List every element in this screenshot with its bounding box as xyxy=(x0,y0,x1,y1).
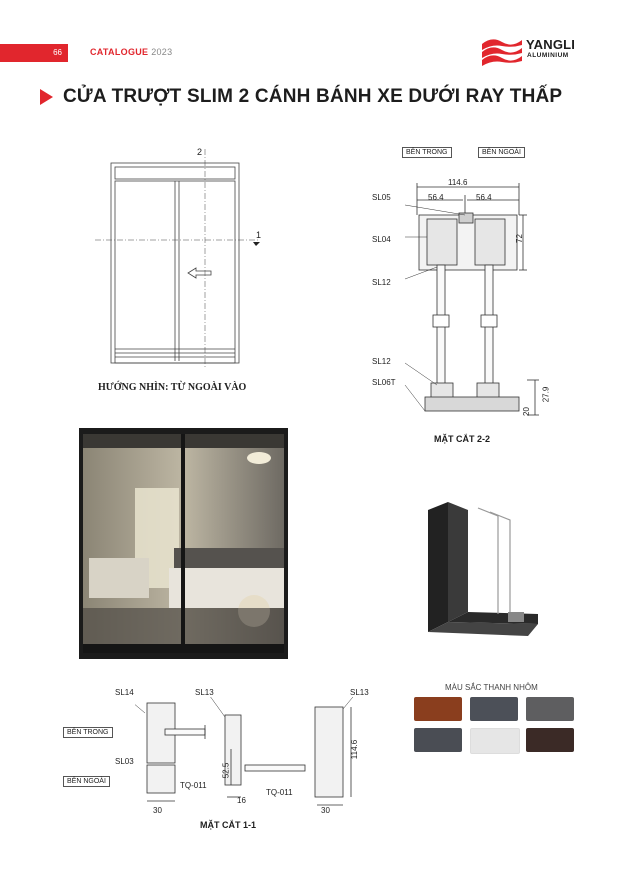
section11-caption: MẶT CẮT 1-1 xyxy=(200,820,256,830)
part-sl05: SL05 xyxy=(372,193,391,202)
yangli-logo-icon xyxy=(480,36,524,66)
brand-name: YANGLI xyxy=(526,37,576,52)
swatch-dark-gray xyxy=(470,697,518,721)
door-photo xyxy=(79,428,288,659)
catalogue-label xyxy=(90,47,172,57)
swatch-white xyxy=(470,728,520,754)
dim-bottom-1: 27.9 xyxy=(541,386,551,403)
part-sl03: SL03 xyxy=(115,757,134,766)
elevation-drawing xyxy=(95,145,275,370)
section22-label-inside: BÊN TRONG xyxy=(402,147,452,158)
dim-bottom-2: 20 xyxy=(521,407,531,416)
part-sl14: SL14 xyxy=(115,688,134,697)
section-marker-1: 1 xyxy=(256,230,262,240)
section11-label-inside: BÊN TRONG xyxy=(63,727,113,738)
page-number: 66 xyxy=(53,48,62,57)
catalogue-year: 2023 xyxy=(151,47,173,57)
section11-label-outside: BÊN NGOÀI xyxy=(63,776,110,787)
swatch-charcoal xyxy=(414,728,462,752)
dim-right: 56.4 xyxy=(476,193,492,202)
dim-left: 56.4 xyxy=(428,193,444,202)
part-sl04: SL04 xyxy=(372,235,391,244)
part-sl06t: SL06T xyxy=(372,378,396,387)
profile-corner-image xyxy=(428,502,548,642)
title-arrow-icon xyxy=(40,89,53,105)
section22-label-outside: BÊN NGOÀI xyxy=(478,147,525,158)
dim-16: 16 xyxy=(237,796,246,805)
dim-30-b: 30 xyxy=(321,806,330,815)
page-number-tab xyxy=(0,44,68,62)
color-swatch-title: MÀU SẮC THANH NHÔM xyxy=(445,683,538,692)
section22-caption: MẶT CẮT 2-2 xyxy=(434,434,490,444)
swatch-brown-black xyxy=(526,728,574,752)
part-tq011-b: TQ-011 xyxy=(266,788,293,797)
color-swatch-grid xyxy=(414,697,579,757)
bedroom-photo-image xyxy=(79,428,288,659)
brand-subtitle: ALUMINIUM xyxy=(527,52,569,59)
part-sl12-bottom: SL12 xyxy=(372,357,391,366)
swatch-woodgrain xyxy=(414,697,462,721)
catalogue-text: CATALOGUE xyxy=(90,47,149,57)
dim-114-6: 114.6 xyxy=(350,739,360,760)
part-sl13-a: SL13 xyxy=(195,688,214,697)
page-title: CỬA TRƯỢT SLIM 2 CÁNH BÁNH XE DƯỚI RAY THẤP xyxy=(63,86,563,107)
part-tq011-a: TQ-011 xyxy=(180,781,207,790)
section-11-drawing xyxy=(135,697,375,815)
dim-30-a: 30 xyxy=(153,806,162,815)
section-22-drawing xyxy=(365,175,555,425)
swatch-gray xyxy=(526,697,574,721)
part-sl12-top: SL12 xyxy=(372,278,391,287)
section-marker-2: 2 xyxy=(197,147,203,157)
part-sl13-b: SL13 xyxy=(350,688,369,697)
dim-52-5: 52.5 xyxy=(221,762,231,779)
dim-total: 114.6 xyxy=(448,178,468,187)
dim-height: 72 xyxy=(514,234,524,243)
elevation-caption: HƯỚNG NHÌN: TỪ NGOÀI VÀO xyxy=(98,382,247,393)
